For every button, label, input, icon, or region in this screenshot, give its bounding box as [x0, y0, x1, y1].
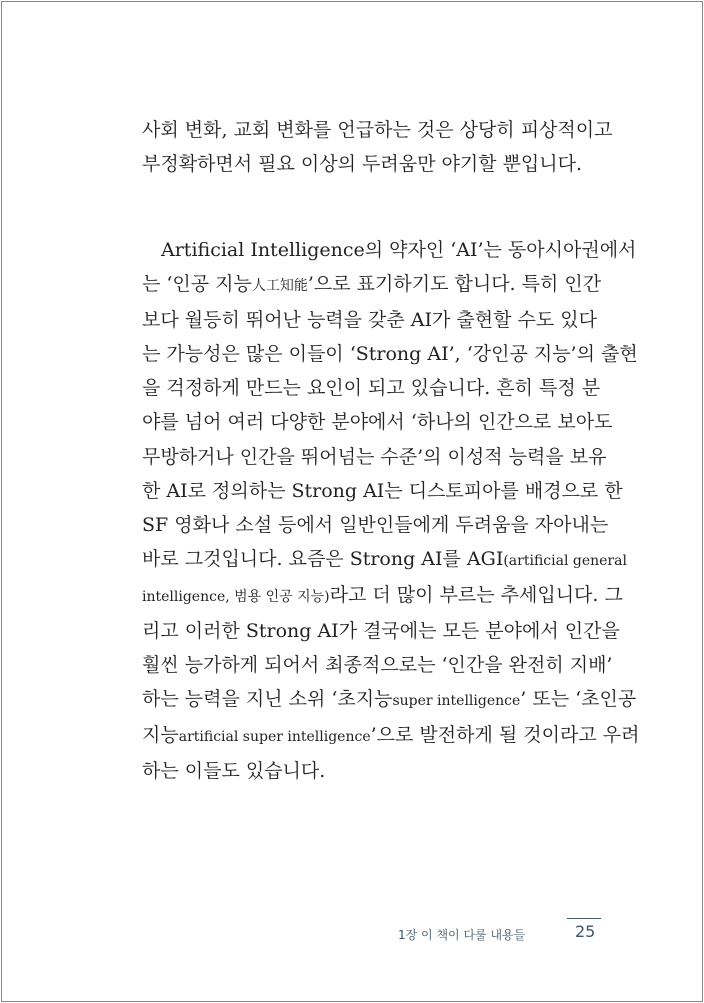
text-line	[142, 542, 627, 578]
text-line: 는 가능성은 많은 이들이 ‘Strong AI’, ‘강인공 지능’의 출현	[142, 343, 638, 366]
text-line: 리고 이러한 Strong AI가 결국에는 모든 분야에서 인간을	[142, 620, 620, 643]
text-line	[142, 267, 604, 303]
text-line: 무방하거나 인간을 뛰어넘는 수준’의 이성적 능력을 보유	[142, 445, 607, 468]
inline-annotation: super intelligence	[392, 693, 521, 710]
hanja-annotation: 人工知能	[251, 278, 308, 295]
text-run: 는 ‘인공 지능	[142, 273, 252, 296]
text-line: 을 걱정하게 만드는 요인이 되고 있습니다. 흔히 특정 분	[142, 377, 601, 400]
text-line: 한 AI로 정의하는 Strong AI는 디스토피아를 배경으로 한	[142, 479, 623, 502]
text-line: 보다 월등히 뛰어난 능력을 갖춘 AI가 출현할 수도 있다	[142, 309, 597, 332]
text-run: 하는 능력을 지닌 소위 ‘초지능	[142, 688, 393, 711]
text-run: 라고 더 많이 부르는 추세입니다. 그	[329, 583, 623, 606]
footer-rule	[567, 918, 601, 919]
text-run: ’으로 발전하게 될 것이라고 우려	[370, 724, 640, 747]
text-run: 바로 그것입니다. 요즘은 Strong AI를 AGI	[142, 547, 504, 570]
running-footer-chapter: 1장 이 책이 다룰 내용들	[398, 928, 526, 942]
text-line: Artificial Intelligence의 약자인 ‘AI’는 동아시아권에서	[161, 239, 637, 261]
text-line	[142, 578, 623, 614]
paragraph-1	[142, 113, 613, 181]
text-run: ’ 또는 ‘초인공	[520, 688, 637, 711]
text-line	[142, 718, 640, 754]
page-number: 25	[575, 922, 596, 941]
text-line: 야를 넘어 여러 다양한 분야에서 ‘하나의 인간으로 보아도	[142, 411, 613, 434]
text-line: 훨씬 능가하게 되어서 최종적으로는 ‘인간을 완전히 지배’	[142, 654, 613, 677]
text-run: ’으로 표기하기도 합니다. 특히 인간	[307, 273, 602, 296]
text-run: 지능	[142, 724, 179, 747]
text-line	[142, 682, 637, 718]
inline-annotation: intelligence, 범용 인공 지능)	[142, 588, 330, 605]
text-line: 사회 변화, 교회 변화를 언급하는 것은 상당히 피상적이고	[142, 119, 613, 141]
inline-annotation: (artificial general	[503, 552, 627, 569]
paragraph-2	[142, 233, 640, 789]
text-line: 하는 이들도 있습니다.	[142, 760, 326, 783]
text-line: 부정확하면서 필요 이상의 두려움만 야기할 뿐입니다.	[142, 153, 583, 176]
text-line: SF 영화나 소설 등에서 일반인들에게 두려움을 자아내는	[142, 513, 609, 536]
inline-annotation: artificial super intelligence	[178, 729, 371, 746]
